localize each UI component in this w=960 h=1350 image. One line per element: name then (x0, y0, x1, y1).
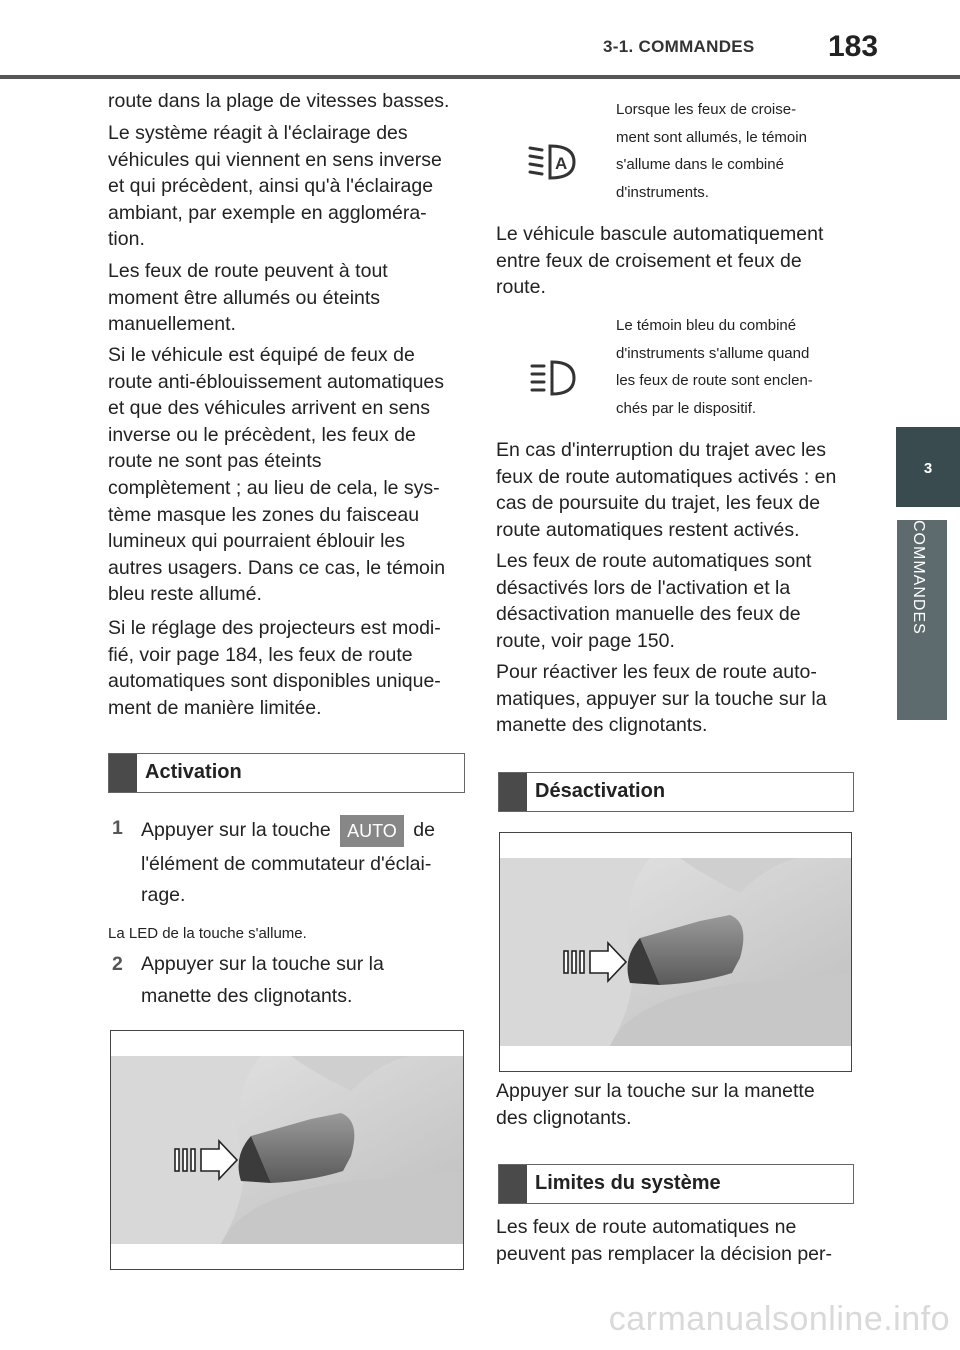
text-line: route automatiques restent activés. (496, 518, 800, 541)
activation-heading (108, 753, 465, 793)
step-number: 1 (112, 817, 123, 839)
text-line: bleu reste allumé. (108, 583, 262, 606)
text-line: ment de manière limitée. (108, 696, 322, 719)
left-paragraph-1: route dans la plage de vitesses basses. (108, 90, 450, 112)
text-line: automatiques sont disponibles unique- (108, 670, 441, 693)
text-line: Pour réactiver les feux de route auto- (496, 661, 817, 683)
page-number: 183 (828, 30, 879, 63)
right-paragraph-2 (496, 437, 856, 543)
running-header-section: 3-1. COMMANDES (603, 37, 755, 56)
step-text: de (413, 819, 435, 842)
text-line: Si le véhicule est équipé de feux de (108, 344, 415, 366)
heading-bar (499, 773, 527, 811)
text-line: Le système réagit à l'éclairage des (108, 122, 408, 144)
text-line: Les feux de route automatiques ne (496, 1216, 797, 1238)
text-line: Le véhicule bascule automatiquement (496, 223, 824, 245)
right-paragraph-1 (496, 221, 856, 301)
text-line: Si le réglage des projecteurs est modi- (108, 617, 441, 639)
step-1 (112, 815, 472, 911)
text-line: autres usagers. Dans ce cas, le témoin (108, 556, 446, 579)
heading-bar (499, 1165, 527, 1203)
text-line: rage. (141, 884, 186, 906)
left-paragraph-3 (108, 258, 468, 338)
text-line: route anti-éblouissement automatiques (108, 370, 445, 393)
right-paragraph-3 (496, 548, 856, 654)
left-paragraph-4 (108, 342, 468, 608)
step-text: Appuyer sur la touche (141, 819, 331, 842)
turn-signal-stalk-image (500, 833, 851, 1071)
chapter-label-tab (897, 520, 947, 720)
text-line: d'instruments s'allume quand (616, 344, 810, 362)
text-line: tion. (108, 228, 145, 251)
heading-title: Activation (145, 761, 242, 783)
text-line: feux de route automatiques activés : en (496, 465, 837, 488)
text-line: fié, voir page 184, les feux de route (108, 643, 413, 666)
text-line: cas de poursuite du trajet, les feux de (496, 492, 821, 515)
low-beam-assist-indicator-icon (528, 140, 580, 184)
heading-bar (109, 754, 137, 792)
text-line: ment sont allumés, le témoin (616, 128, 807, 146)
left-paragraph-5 (108, 615, 468, 721)
text-line: tème masque les zones du faisceau (108, 503, 420, 526)
text-line: entre feux de croisement et feux de (496, 249, 802, 272)
text-line: route ne sont pas éteints (108, 450, 322, 473)
text-line: inverse ou le précèdent, les feux de (108, 423, 416, 446)
text-line: les feux de route sont enclen- (616, 372, 813, 389)
text-line: route, voir page 150. (496, 629, 675, 652)
text-line: lumineux qui pourraient éblouir les (108, 530, 406, 553)
text-line: s'allume dans le combiné (616, 156, 784, 173)
text-line: d'instruments. (616, 183, 709, 201)
chapter-label: COMMANDES (910, 520, 927, 635)
svg-text:A: A (555, 154, 568, 173)
icon1-description (616, 96, 856, 206)
stalk-illustration-left (110, 1030, 464, 1270)
figure-caption (496, 1078, 856, 1131)
text-line: En cas d'interruption du trajet avec les (496, 439, 826, 461)
auto-key-icon: AUTO (340, 815, 404, 847)
text-line: désactivation manuelle des feux de (496, 603, 801, 626)
text-line: route. (496, 276, 546, 299)
chapter-number: 3 (923, 460, 933, 477)
right-paragraph-5 (496, 1214, 856, 1267)
text-line: manuellement. (108, 313, 236, 336)
text-line: Lorsque les feux de croise- (616, 101, 797, 118)
high-beam-indicator-icon (530, 358, 580, 398)
text-line: manette des clignotants. (141, 985, 353, 1007)
text-line: désactivés lors de l'activation et la (496, 576, 791, 599)
text-line: et que des véhicules arrivent en sens (108, 397, 430, 420)
text-line: chés par le dispositif. (616, 399, 757, 417)
text-line: complètement ; au lieu de cela, le sys- (108, 476, 440, 499)
text-line: manette des clignotants. (496, 714, 708, 737)
led-note: La LED de la touche s'allume. (108, 925, 307, 942)
text-line: Appuyer sur la touche sur la manette (496, 1080, 815, 1102)
text-line: Le témoin bleu du combiné (616, 317, 797, 334)
left-paragraph-2 (108, 120, 468, 253)
text-line: ambiant, par exemple en aggloméra- (108, 201, 427, 224)
text-line: Les feux de route automatiques sont (496, 550, 812, 572)
text-line: matiques, appuyer sur la touche sur la (496, 687, 827, 710)
icon2-description (616, 312, 856, 422)
step-text: Appuyer sur la touche sur la (141, 953, 384, 975)
text-line: l'élément de commutateur d'éclai- (141, 853, 432, 875)
text-line: peuvent pas remplacer la décision per- (496, 1242, 833, 1265)
step-2 (112, 951, 472, 1011)
header-rule (0, 75, 960, 79)
text-line: Les feux de route peuvent à tout (108, 260, 388, 282)
step-number: 2 (112, 953, 123, 975)
heading-title: Désactivation (535, 780, 666, 802)
limits-heading (498, 1164, 854, 1204)
text-line: et qui précèdent, ainsi qu'à l'éclairage (108, 175, 434, 198)
text-line: des clignotants. (496, 1106, 632, 1129)
text-line: moment être allumés ou éteints (108, 286, 381, 309)
text-line: véhicules qui viennent en sens inverse (108, 148, 442, 171)
turn-signal-stalk-image (111, 1031, 463, 1269)
deactivation-heading (498, 772, 854, 812)
right-paragraph-4 (496, 659, 856, 739)
stalk-illustration-right (499, 832, 852, 1072)
heading-title: Limites du système (535, 1172, 721, 1194)
watermark: carmanualsonline.info (608, 1300, 950, 1338)
